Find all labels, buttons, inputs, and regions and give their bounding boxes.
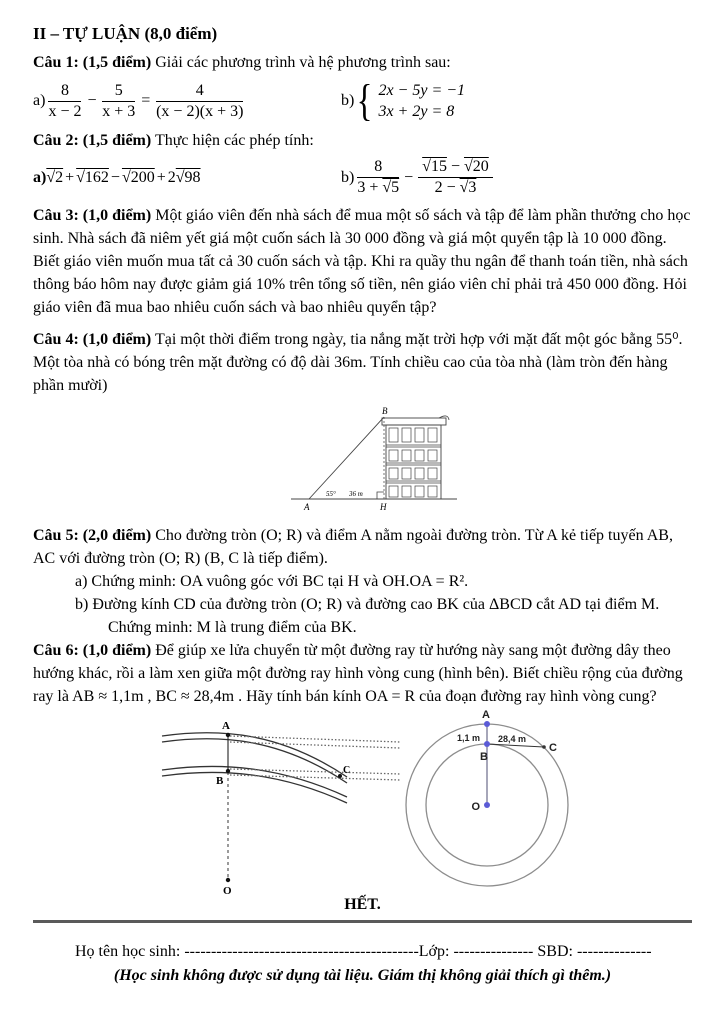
exam-note: (Học sinh không được sử dụng tài liệu. Giám thị không giải thích gì thêm.) xyxy=(113,967,612,984)
question-5b-cont: Chứng minh: M là trung điểm của BK. xyxy=(108,619,357,636)
question-2-label: Câu 2: (1,5 điểm) xyxy=(33,132,152,149)
q1-b-label: b) xyxy=(341,92,355,109)
building-roof xyxy=(382,418,446,425)
question-5a: a) Chứng minh: OA vuông góc với BC tại H và OH.OA = R². xyxy=(75,573,469,590)
q1-system-eq2: 3x + 2y = 8 xyxy=(378,103,455,120)
rail-c-label: C xyxy=(343,765,351,776)
question-1-label: Câu 1: (1,5 điểm) xyxy=(33,54,152,71)
windows xyxy=(389,428,437,497)
question-6-label: Câu 6: (1,0 điểm) xyxy=(33,642,152,659)
floor-lines xyxy=(386,445,441,483)
q2-a-label: a) xyxy=(33,168,47,186)
q1-system-equations xyxy=(378,80,465,122)
exam-section-title: II – TỰ LUẬN (8,0 điểm) xyxy=(33,24,218,43)
question-5-text: Cho đường tròn (O; R) và điểm A nằm ngoài đường tròn. Từ A kẻ tiếp tuyến AB, AC với đường tròn (O; R) (B, C là tiếp điểm). xyxy=(33,527,673,567)
point-b-dot xyxy=(226,769,230,773)
building-figure xyxy=(289,405,692,518)
rail-b-label: B xyxy=(216,775,224,787)
q2-a-expression: √2 + √162 − √200 + 2 √98 xyxy=(46,168,201,186)
q1-a-fraction-2: $\frac{5}{x + 3}$ xyxy=(102,81,136,120)
sbd-label: SBD: xyxy=(537,943,577,960)
point-h-label: H xyxy=(380,502,387,512)
class-label: Lớp: xyxy=(418,943,454,960)
point-a-label: A xyxy=(304,502,310,512)
q2-b-fraction-1: $\frac{8}{3 + √5}$ xyxy=(357,158,400,196)
q1-a-fraction-1: $\frac{8}{x - 2}$ xyxy=(48,81,82,120)
q2-part-a xyxy=(33,169,341,187)
point-o-dot xyxy=(226,878,230,882)
sbd-blank: -------------- xyxy=(576,943,652,960)
student-name-blank: -------------------------------------------- xyxy=(184,943,419,960)
circle-o-label: O xyxy=(471,801,480,813)
question-4 xyxy=(33,328,692,397)
q2-b-operator: − xyxy=(404,168,414,186)
question-4-text: Tại một thời điểm trong ngày, tia nắng mặt trời hợp với mặt đất một góc bằng 55⁰. Một tòa nhà có bóng trên mặt đường có độ dài 36m. Tính chiều cao của tòa nhà (làm tròn đến hàng phần mười) xyxy=(33,331,683,394)
question-2-text: Thực hiện các phép tính: xyxy=(154,132,314,149)
building-figure-svg xyxy=(289,405,461,513)
question-3-label: Câu 3: (1,0 điểm) xyxy=(33,207,152,224)
q1-a-label: a) xyxy=(33,92,46,109)
question-1-text: Giải các phương trình và hệ phương trình sau: xyxy=(155,54,451,71)
point-c-dot xyxy=(338,774,342,778)
minus-sign: − xyxy=(86,92,98,109)
circle-b-label: B xyxy=(480,751,488,763)
bc-distance-label: 28,4 m xyxy=(498,734,527,744)
q1-a-fraction-3: $\frac{4}{(x - 2)(x + 3)}$ xyxy=(156,81,244,120)
right-angle-mark xyxy=(377,492,384,499)
rail-a-label: A xyxy=(222,720,230,732)
system-brace: { xyxy=(356,76,373,125)
question-2-expressions xyxy=(33,157,692,198)
point-b-label: B xyxy=(382,406,388,416)
question-3 xyxy=(33,204,692,319)
circles-figure xyxy=(402,710,657,895)
question-1 xyxy=(33,51,692,74)
q1-part-b xyxy=(341,76,466,125)
angle-label: 55° xyxy=(326,490,336,498)
railway-figure xyxy=(160,716,402,896)
point-a-dot xyxy=(484,721,490,727)
point-a-dot xyxy=(226,733,230,737)
end-marker: HẾT. xyxy=(344,896,381,913)
student-name-label: Họ tên học sinh: xyxy=(75,943,185,960)
q2-b-label: b) xyxy=(341,168,355,186)
question-6-figures xyxy=(33,710,692,896)
question-6-text: Để giúp xe lửa chuyển từ một đường ray từ hướng này sang một đường dây theo hướng khác, rồi a làm xen giữa một đường ray hình vòng cung (hình bên). Biết chiều rộng của đường ray là AB ≈ 1,1m , BC ≈ 28,4m . Hãy tính bán kính OA = R của đoạn đường ray hình vòng cung? xyxy=(33,642,683,705)
point-c-dot xyxy=(542,745,546,749)
class-blank: --------------- xyxy=(453,943,538,960)
footer-divider xyxy=(33,920,692,923)
question-3-text: Một giáo viên đến nhà sách để mua một số sách và tập để làm phần thưởng cho học sinh. Nhà sách đã niêm yết giá một cuốn sách là 30 000 đồng và giá một quyển tập là 10 000 đồng. Biết giáo viên muốn mua tất cả 30 cuốn sách và tập. Khi ra quầy thu ngân để thanh toán tiền, nhà sách thông báo hôm nay được giảm giá 10% trên tổng số tiền, nên giáo viên chỉ phải trả 450 000 đồng. Hỏi giáo viên đã mua bao nhiêu cuốn sách và bao nhiêu quyển tập? xyxy=(33,207,691,316)
question-5b: b) Đường kính CD của đường tròn (O; R) và đường cao BK của ΔBCD cắt AD tại điểm M. xyxy=(75,596,660,613)
q2-part-b xyxy=(341,157,496,198)
q2-b-fraction-2: $\frac{√15 - √20}{2 - √3}$ xyxy=(418,157,493,198)
question-5 xyxy=(33,524,692,570)
question-6 xyxy=(33,639,692,708)
rail-o-label: O xyxy=(223,885,232,896)
question-1-equations xyxy=(33,76,692,125)
student-info-line xyxy=(33,940,692,963)
point-o-dot xyxy=(484,802,490,808)
circle-a-label: A xyxy=(482,710,490,721)
chord-bc-line xyxy=(487,744,544,747)
q1-part-a xyxy=(33,81,341,122)
question-5-label: Câu 5: (2,0 điểm) xyxy=(33,527,152,544)
ab-distance-label: 1,1 m xyxy=(456,733,480,743)
equals-sign: = xyxy=(140,92,152,109)
shadow-length-label: 36 m xyxy=(349,490,363,498)
question-4-label: Câu 4: (1,0 điểm) xyxy=(33,331,152,348)
q1-system-eq1: 2x − 5y = −1 xyxy=(378,82,466,99)
building-body xyxy=(386,425,441,499)
sun-ray-line xyxy=(309,417,384,499)
point-b-dot xyxy=(484,741,490,747)
question-2 xyxy=(33,129,692,152)
q1-system xyxy=(354,76,466,125)
circle-c-label: C xyxy=(549,742,557,754)
